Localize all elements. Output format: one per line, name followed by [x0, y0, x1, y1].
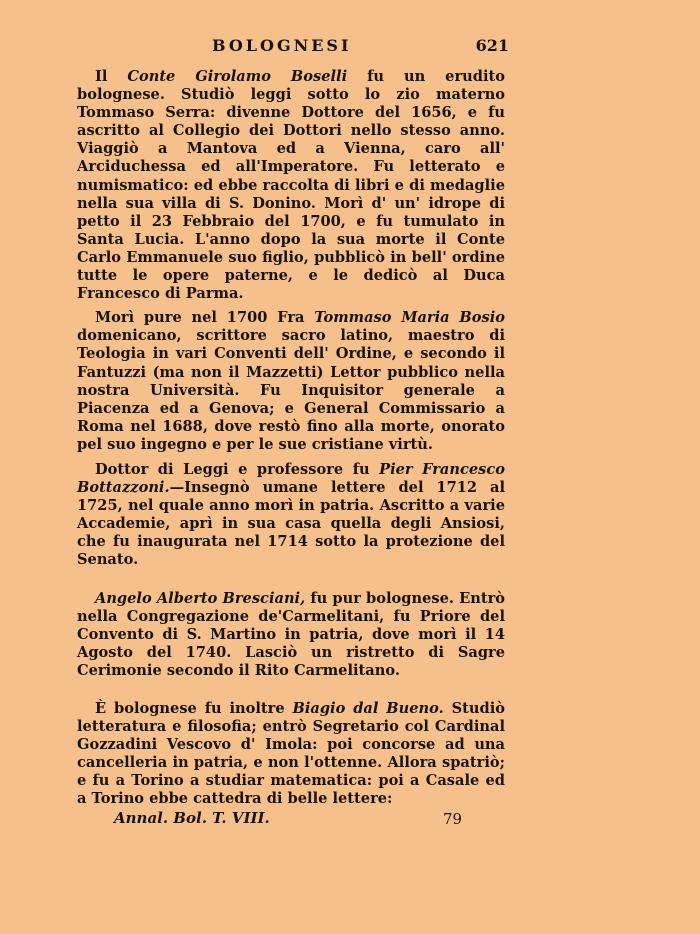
book-page — [77, 34, 509, 829]
paragraph-lead: Il — [95, 68, 128, 85]
signature-mark: Annal. Bol. T. VIII. — [114, 808, 270, 827]
paragraph-bottazzoni — [77, 461, 505, 570]
running-title: BOLOGNESI — [212, 36, 352, 55]
paragraph-boselli — [77, 68, 505, 303]
paragraph-bresciani — [77, 590, 505, 680]
person-name: Tommaso Maria Bosio — [314, 309, 505, 327]
page-header — [77, 34, 509, 60]
folio-number: 79 — [443, 809, 463, 828]
paragraph-dal-bueno — [77, 700, 505, 809]
paragraph-text: domenicano, scrittore sacro latino, maestro di Teologia in vari Conventi dell' Ordine, e secondo il Fantuzzi (ma non il Mazzetti) Lettor pubblico nella nostra Università. Fu Inquisitor generale a Piacenza ed a Genova; e General Commissario a Roma nel 1688, dove restò fino alla morte, onorato pel suo ingegno e per le sue cristiane virtù. — [77, 327, 505, 453]
paragraph-text: fu un erudito bolognese. Studiò leggi sotto lo zio materno Tommaso Serra: divenne Dottore del 1656, e fu ascritto al Collegio dei Dottori nello stesso anno. Viaggiò a Mantova ed a Vienna, caro all' Arciduchessa ed all'Imperatore. Fu letterato e numismatico: ed ebbe raccolta di libri e di medaglie nella sua villa di S. Donino. Morì d' un' idrope di petto il 23 Febbraio del 1700, e fu tumulato in Santa Lucia. L'anno dopo la sua morte il Conte Carlo Emmanuele suo figlio, pubblicò in bell' ordine tutte le opere paterne, e le dedicò al Duca Francesco di Parma. — [77, 68, 505, 303]
person-name: Pier Francesco Bottazzoni. — [77, 460, 505, 497]
paragraph-text: Studiò letteratura e filosofia; entrò Segretario col Cardinal Gozzadini Vescovo d' Imola: poi concorse ad una cancelleria in patria, e non l'ottenne. Allora spatriò; e fu a Torino a studiar matematica: poi a Casale ed a Torino ebbe cattedra di belle lettere: — [77, 700, 505, 808]
paragraph-text: fu pur bolognese. Entrò nella Congregazione de'Carmelitani, fu Priore del Convento di S. Martino in patria, dove morì il 14 Agosto del 1740. Lasciò un ristretto di Sagre Cerimonie secondo il Rito Carmelitano. — [77, 589, 505, 679]
paragraph-lead: Dottor di Leggi e professore fu — [95, 460, 380, 478]
person-name: Conte Girolamo Boselli — [127, 68, 348, 85]
person-name: Angelo Alberto Bresciani, — [95, 589, 306, 607]
paragraph-text: —Insegnò umane lettere del 1712 al 1725, nel quale anno morì in patria. Ascritto a varie Accademie, aprì in sua casa quella degli Ansiosi, che fu inaugurata nel 1714 sotto la protezione del Senato. — [77, 479, 505, 569]
page-footer — [77, 809, 505, 829]
paragraph-lead: Morì pure nel 1700 Fra — [95, 309, 315, 327]
page-number: 621 — [475, 36, 509, 55]
paragraph-bosio — [77, 309, 505, 454]
paragraph-lead: È bolognese fu inoltre — [95, 700, 293, 717]
person-name: Biagio dal Bueno. — [292, 700, 444, 717]
